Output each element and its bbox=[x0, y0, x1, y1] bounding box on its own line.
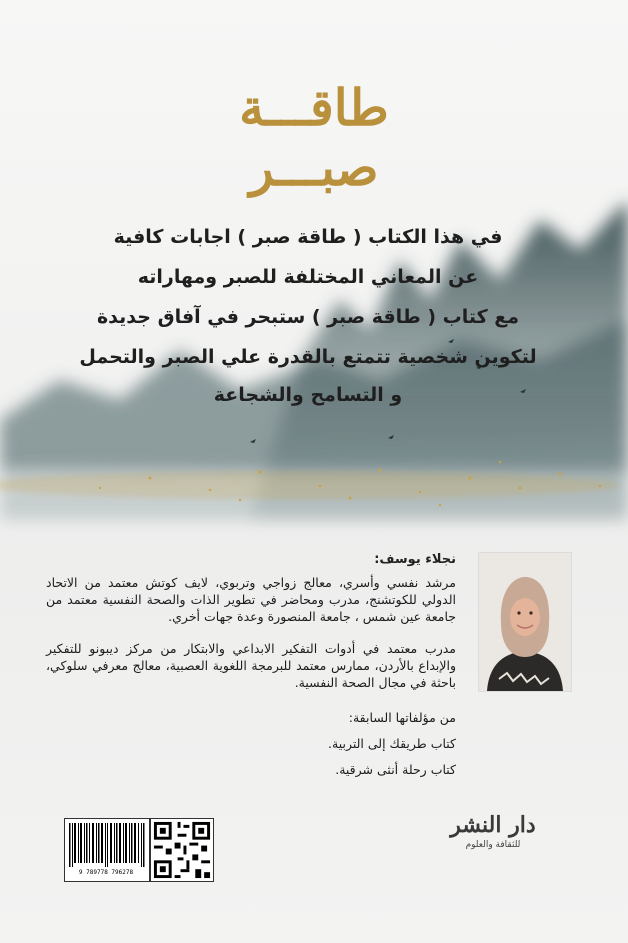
previous-works-heading: من مؤلفاتها السابقة: bbox=[348, 710, 456, 725]
previous-work-1: كتاب طريقك إلى التربية. bbox=[328, 736, 456, 751]
publisher-name: دار النشر bbox=[450, 812, 536, 838]
blurb-line-3: مع كتاب ( طاقة صبر ) ستبحر في آفاق جديدة bbox=[96, 306, 520, 328]
publisher-logo bbox=[448, 810, 538, 880]
author-bio-paragraph-1: مرشد نفسي وأسري، معالج زواجي وتربوي، لايف كوتش معتمد من الاتحاد الدولي للكوتشنج، مدرب ومحاضر في تطوير الذات والصحة النفسية معتمد من جامعة عين شمس ، جامعة المنصورة وعدة جهات أخري. bbox=[46, 575, 456, 624]
publisher-subtitle: للثقافة والعلوم bbox=[465, 840, 521, 850]
qr-code-icon bbox=[150, 818, 214, 882]
blurb-line-5: و التسامح والشجاعة bbox=[213, 384, 403, 406]
author-name: نجلاء يوسف: bbox=[374, 552, 456, 567]
isbn-number: 9 789778 796278 bbox=[78, 869, 134, 876]
previous-work-2: كتاب رحلة أنثى شرقية. bbox=[335, 762, 456, 777]
blurb-line-1: في هذا الكتاب ( طاقة صبر ) اجابات كافية bbox=[113, 226, 503, 248]
blurb-line-4: لتكوين شخصية تتمتع بالقدرة علي الصبر والتحمل bbox=[79, 346, 537, 368]
author-bio-paragraph-2: مدرب معتمد في أدوات التفكير الابداعي والابتكار من مركز ديبونو للتفكير والإبداع بالأردن، ممارس معتمد للبرمجة اللغوية العصبية، معالج معرفي سلوكي، باحثة في مجال الصحة النفسية. bbox=[46, 641, 456, 690]
blurb-line-2: عن المعاني المختلفة للصبر ومهاراته bbox=[137, 266, 479, 288]
book-title-line2: صبـــر bbox=[249, 138, 379, 197]
author-photo bbox=[478, 552, 572, 692]
book-title-line1: طاقـــة bbox=[239, 78, 389, 137]
